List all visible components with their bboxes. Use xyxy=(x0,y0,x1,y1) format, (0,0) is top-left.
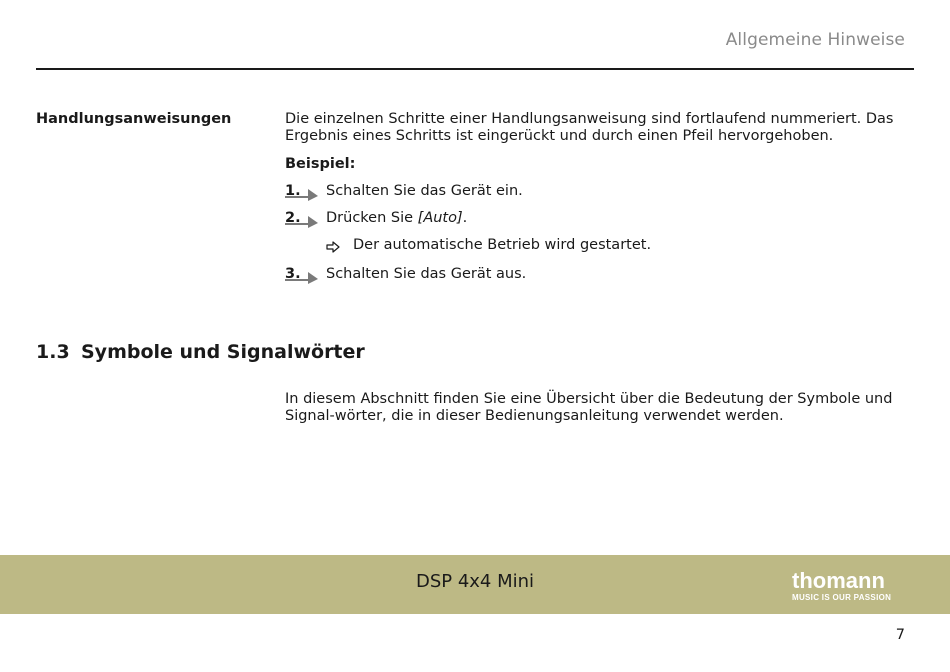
instructions-label: Handlungsanweisungen xyxy=(36,111,232,127)
logo-tagline: MUSIC IS OUR PASSION xyxy=(792,593,892,602)
step-text: Schalten Sie das Gerät ein. xyxy=(326,183,523,199)
result-arrow-icon xyxy=(326,241,340,253)
footer-bar xyxy=(0,555,950,614)
page-number: 7 xyxy=(895,627,905,643)
section-title: Symbole und Signalwörter xyxy=(81,341,365,363)
step-text-after: . xyxy=(462,210,468,226)
header-divider xyxy=(36,68,914,70)
product-name: DSP 4x4 Mini xyxy=(415,571,535,592)
logo-wordmark: thomann xyxy=(792,568,885,593)
step-number: 3. xyxy=(285,266,301,282)
step-number: 1. xyxy=(285,183,301,199)
step-number: 2. xyxy=(285,210,301,226)
instructions-intro: Die einzelnen Schritte einer Handlungsanweisung sind fortlaufend nummeriert. Das Ergebnis eines Schritts ist eingerückt und durch einen Pfeil hervorgehoben. xyxy=(285,111,894,144)
example-label: Beispiel: xyxy=(285,156,356,172)
section-number: 1.3 xyxy=(36,341,70,363)
button-reference: [Auto] xyxy=(417,210,463,226)
thomann-logo xyxy=(790,568,908,602)
step-text: Schalten Sie das Gerät aus. xyxy=(326,266,527,282)
step-text xyxy=(326,210,467,226)
section-body: In diesem Abschnitt finden Sie eine Übersicht über die Bedeutung der Symbole und Signal-wörter, die in dieser Bedienungsanleitung verwendet werden. xyxy=(285,391,893,424)
step-text-before: Drücken Sie xyxy=(326,210,418,226)
result-text: Der automatische Betrieb wird gestartet. xyxy=(353,237,652,253)
page-header-title: Allgemeine Hinweise xyxy=(725,30,905,50)
